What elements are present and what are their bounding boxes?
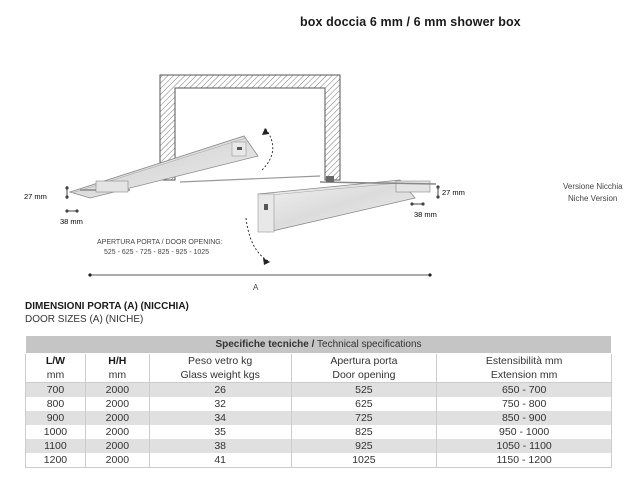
- specs-table: [25, 335, 612, 468]
- col-header-weight: Peso vetro kg: [149, 354, 291, 369]
- table-row: [26, 425, 612, 439]
- table-row: [26, 411, 612, 425]
- table-cell: 1025: [291, 453, 437, 468]
- col-unit-weight: Glass weight kgs: [149, 368, 291, 383]
- col-unit-opening: Door opening: [291, 368, 437, 383]
- table-cell: 925: [291, 439, 437, 453]
- section-subtitle: DOOR SIZES (A) (NICHE): [25, 314, 144, 325]
- table-cell: 800: [26, 397, 86, 411]
- table-row: [26, 397, 612, 411]
- table-cell: 900: [26, 411, 86, 425]
- table-cell: 850 - 900: [437, 411, 612, 425]
- table-cell: 2000: [85, 425, 149, 439]
- table-cell: 750 - 800: [437, 397, 612, 411]
- spec-header-normal: Technical specifications: [314, 338, 422, 350]
- table-cell: 650 - 700: [437, 383, 612, 398]
- table-cell: 725: [291, 411, 437, 425]
- table-cell: 2000: [85, 411, 149, 425]
- table-cell: 625: [291, 397, 437, 411]
- table-cell: 2000: [85, 439, 149, 453]
- door-opening-label: APERTURA PORTA / DOOR OPENING:: [97, 239, 223, 246]
- version-english: Niche Version: [568, 194, 618, 203]
- col-header-hh: H/H: [85, 354, 149, 369]
- table-cell: 32: [149, 397, 291, 411]
- dimension-line-a: [88, 273, 431, 276]
- right-width-label: 38 mm: [414, 210, 437, 219]
- table-cell: 26: [149, 383, 291, 398]
- col-header-lw: L/W: [26, 354, 86, 369]
- right-height-label: 27 mm: [442, 188, 465, 197]
- table-cell: 2000: [85, 397, 149, 411]
- col-header-extension: Estensibilità mm: [437, 354, 612, 369]
- table-row: [26, 383, 612, 398]
- table-cell: 1100: [26, 439, 86, 453]
- table-cell: 34: [149, 411, 291, 425]
- table-cell: 35: [149, 425, 291, 439]
- left-width-label: 38 mm: [60, 217, 83, 226]
- table-cell: 1000: [26, 425, 86, 439]
- table-cell: 38: [149, 439, 291, 453]
- page-title: box doccia 6 mm / 6 mm shower box: [300, 15, 521, 29]
- col-unit-extension: Extension mm: [437, 368, 612, 383]
- right-door-panel: [258, 176, 440, 232]
- table-cell: 2000: [85, 383, 149, 398]
- dimension-a-label: A: [253, 283, 259, 292]
- table-cell: 1050 - 1100: [437, 439, 612, 453]
- col-unit-lw: mm: [26, 368, 86, 383]
- table-cell: 1200: [26, 453, 86, 468]
- table-cell: 950 - 1000: [437, 425, 612, 439]
- table-row: [26, 453, 612, 468]
- table-cell: 525: [291, 383, 437, 398]
- section-title: DIMENSIONI PORTA (A) (NICCHIA): [25, 301, 189, 312]
- version-italian: Versione Nicchia: [563, 182, 623, 191]
- col-header-opening: Apertura porta: [291, 354, 437, 369]
- table-cell: 41: [149, 453, 291, 468]
- door-opening-values: 525 - 625 - 725 - 825 - 925 - 1025: [104, 249, 210, 256]
- spec-header-bold: Specifiche tecniche /: [215, 338, 315, 350]
- table-cell: 825: [291, 425, 437, 439]
- spec-header: [26, 336, 612, 354]
- left-height-label: 27 mm: [24, 192, 47, 201]
- table-row: [26, 439, 612, 453]
- table-cell: 1150 - 1200: [437, 453, 612, 468]
- table-cell: 2000: [85, 453, 149, 468]
- table-cell: 700: [26, 383, 86, 398]
- col-unit-hh: mm: [85, 368, 149, 383]
